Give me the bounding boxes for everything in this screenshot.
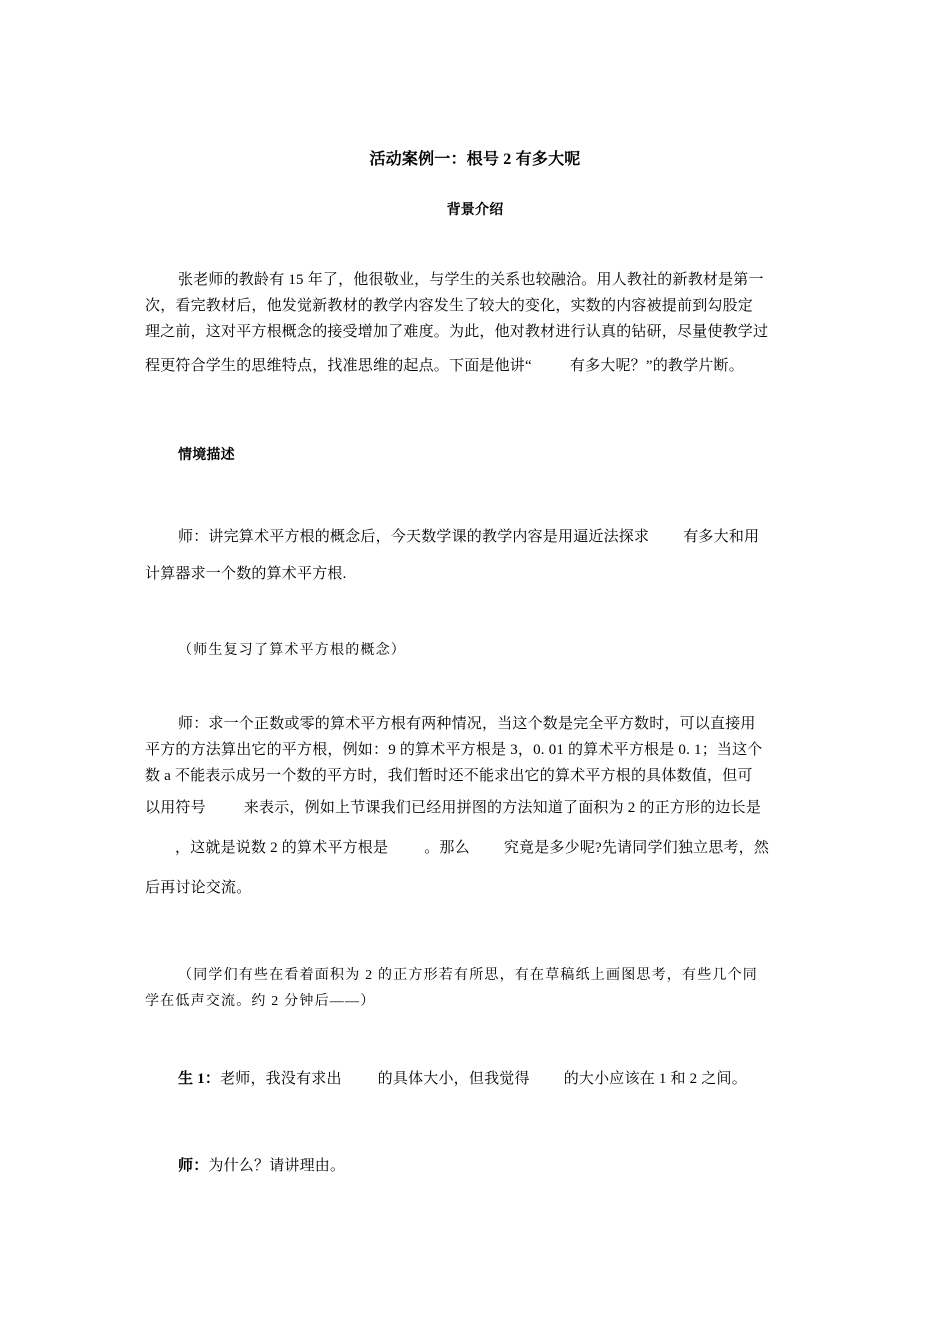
paragraph-line: 以用符号: [145, 800, 206, 816]
dialogue-text: 为什么？请讲理由。: [208, 1158, 346, 1174]
paragraph-line: 学在低声交流。约 2 分钟后——）: [145, 994, 376, 1009]
classroom-note: （师生复习了算术平方根的概念）: [178, 643, 406, 658]
dialogue-text: 老师，我没有求出: [220, 1071, 342, 1087]
paragraph-line: 有多大呢？”的教学片断。: [569, 358, 744, 374]
paragraph-line: （同学们有些在看着面积为 2 的正方形若有所思，有在草稿纸上画图思考，有些几个同: [178, 968, 758, 983]
paragraph-line: 理之前，这对平方根概念的接受增加了难度。为此，他对教材进行认真的钻研，尽量使教学过: [145, 324, 769, 340]
paragraph-line: 张老师的教龄有 15 年了，他很敬业，与学生的关系也较融洽。用人教社的新教材是第一: [178, 272, 764, 288]
speaker-label: 师：: [178, 1158, 209, 1174]
teacher-why-line: [145, 1153, 810, 1179]
paragraph-line: 后再讨论交流。: [145, 880, 252, 896]
section-heading-scenario: 情境描述: [178, 448, 235, 463]
paragraph-line: 。那么: [424, 840, 470, 856]
teacher-explain-paragraph: [145, 711, 810, 901]
speaker-label: 生 1：: [178, 1071, 221, 1087]
paragraph-line: 数 a 不能表示成另一个数的平方时，我们暂时还不能求出它的算术平方根的具体数值，但可: [145, 768, 753, 784]
teacher-intro-paragraph: [145, 524, 810, 587]
section-heading-background: 背景介绍: [446, 203, 504, 218]
dialogue-text: 的具体大小，但我觉得: [377, 1071, 530, 1087]
paragraph-line: 来表示，例如上节课我们已经用拼图的方法知道了面积为 2 的正方形的边长是: [243, 800, 762, 816]
paragraph-line: 究竟是多少呢?先请同学们独立思考，然: [503, 840, 770, 856]
dialogue-text: 的大小应该在 1 和 2 之间。: [563, 1071, 747, 1087]
paragraph-line: 师：求一个正数或零的算术平方根有两种情况，当这个数是完全平方数时，可以直接用: [178, 716, 756, 732]
paragraph-line: 次，看完教材后，他发觉新教材的教学内容发生了较大的变化，实数的内容被提前到勾股定: [145, 298, 754, 314]
background-paragraph: [145, 267, 810, 379]
paragraph-line: 计算器求一个数的算术平方根.: [145, 566, 347, 582]
paragraph-line: ，这就是说数 2 的算术平方根是: [175, 840, 389, 856]
student-1-line: [145, 1066, 810, 1092]
classroom-note-2: [145, 963, 810, 1015]
paragraph-line: 平方的方法算出它的平方根，例如：9 的算术平方根是 3，0. 01 的算术平方根是 0. 1；当这个: [145, 742, 763, 758]
paragraph-line: 师：讲完算术平方根的概念后，今天数学课的教学内容是用逼近法探求: [178, 529, 650, 545]
paragraph-line: 有多大和用: [683, 529, 760, 545]
document-title: 活动案例一：根号 2 有多大呢: [369, 151, 581, 168]
paragraph-line: 程更符合学生的思维特点，找准思维的起点。下面是他讲“: [145, 358, 532, 374]
